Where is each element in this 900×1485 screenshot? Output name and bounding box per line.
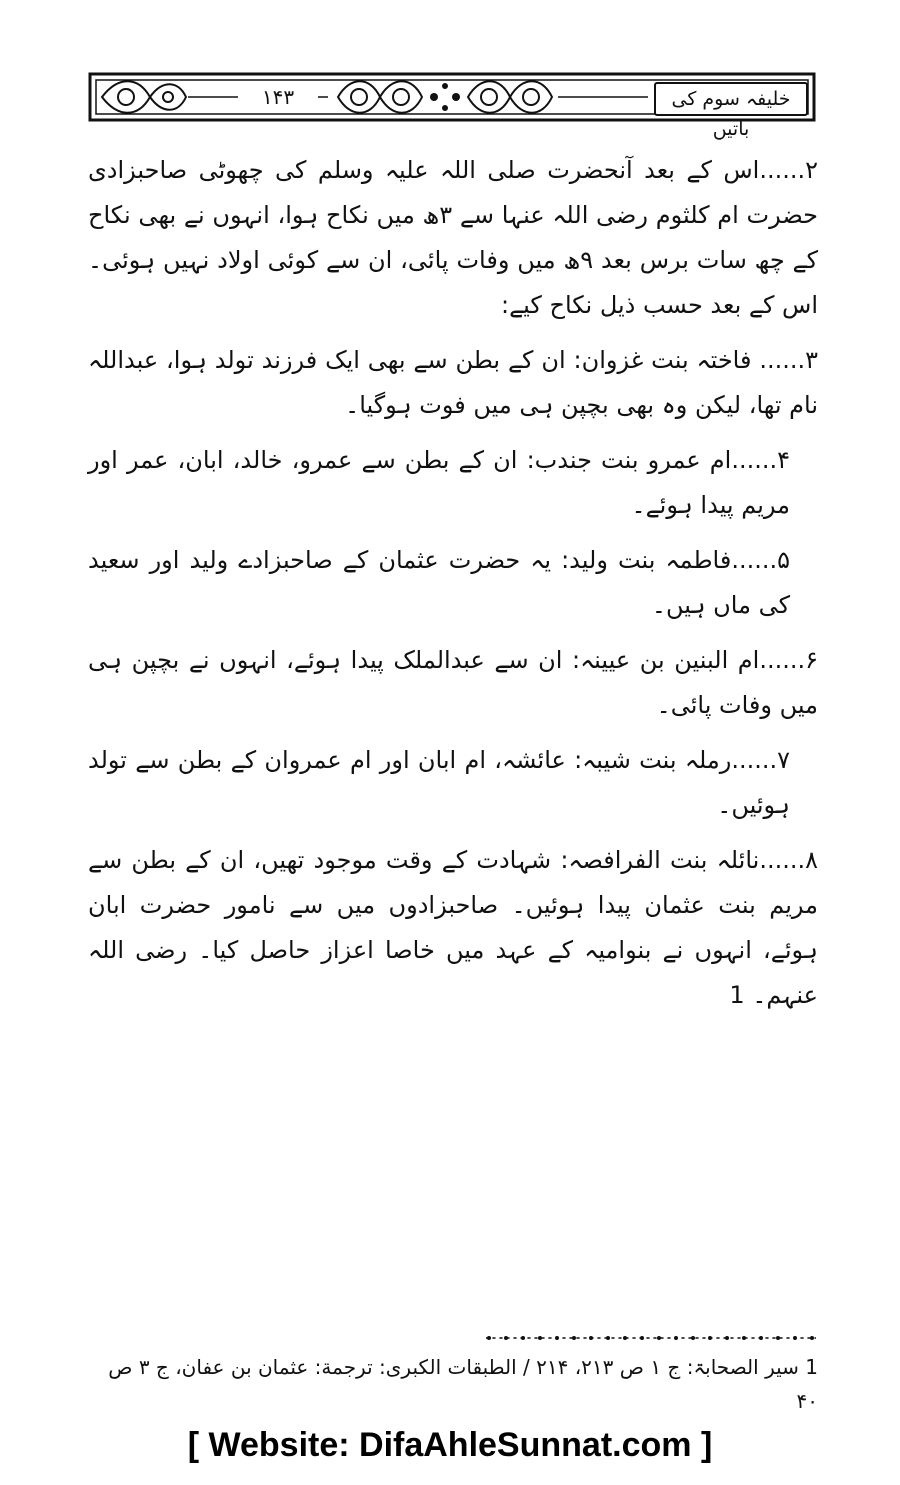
footnote-divider	[486, 1333, 816, 1343]
page-header	[88, 68, 816, 140]
body-text	[88, 148, 818, 1028]
paragraph: ۵......فاطمہ بنت ولید: یہ حضرت عثمان کے صاحبزادے ولید اور سعید کی ماں ہیں۔	[88, 546, 790, 619]
page-number: ۱۴۳	[238, 84, 318, 110]
website-banner: [ Website: DifaAhleSunnat.com ]	[187, 1426, 713, 1464]
paragraph: ۴......ام عمرو بنت جندب: ان کے بطن سے عمرو، خالد، ابان، عمر اور مریم پیدا ہوئے۔	[88, 446, 790, 519]
paragraph: ۸......نائلہ بنت الفرافصہ: شہادت کے وقت موجود تھیں، ان کے بطن سے مریم بنت عثمان پیدا ہوئیں۔ صاحبزادوں میں سے نامور حضرت ابان ہوئے، انہوں نے بنوامیہ کے عہد میں خاصا اعزاز حاصل کیا۔ رضی اللہ عنہم۔ 1	[88, 846, 818, 1009]
running-title: خلیفہ سوم کی باتیں	[654, 82, 808, 116]
paragraph: ۳...... فاختہ بنت غزوان: ان کے بطن سے بھی ایک فرزند تولد ہوا، عبداللہ نام تھا، لیکن وہ بھی بچپن ہی میں فوت ہوگیا۔	[88, 346, 818, 419]
paragraph: ۷......رملہ بنت شیبہ: عائشہ، ام ابان اور ام عمروان کے بطن سے تولد ہوئیں۔	[88, 746, 790, 819]
paragraph: ۶......ام البنین بن عیینہ: ان سے عبدالملک پیدا ہوئے، انہوں نے بچپن ہی میں وفات پائی۔	[88, 646, 818, 719]
footnote: 1 سیر الصحابۃ: ج ۱ ص ۲۱۳، ۲۱۴ / الطبقات الكبرى: ترجمة: عثمان بن عفان، ج ۳ ص ۴۰	[108, 1355, 818, 1413]
paragraph: ۲......اس کے بعد آنحضرت صلی اللہ علیہ وسلم کی چھوٹی صاحبزادی حضرت ام کلثوم رضی اللہ عنہا سے ۳ھ میں نکاح ہوا، انہوں نے بھی نکاح کے چھ سات برس بعد ۹ھ میں وفات پائی، ان سے کوئی اولاد نہیں ہوئی۔ اس کے بعد حسب ذیل نکاح کیے:	[88, 156, 818, 319]
